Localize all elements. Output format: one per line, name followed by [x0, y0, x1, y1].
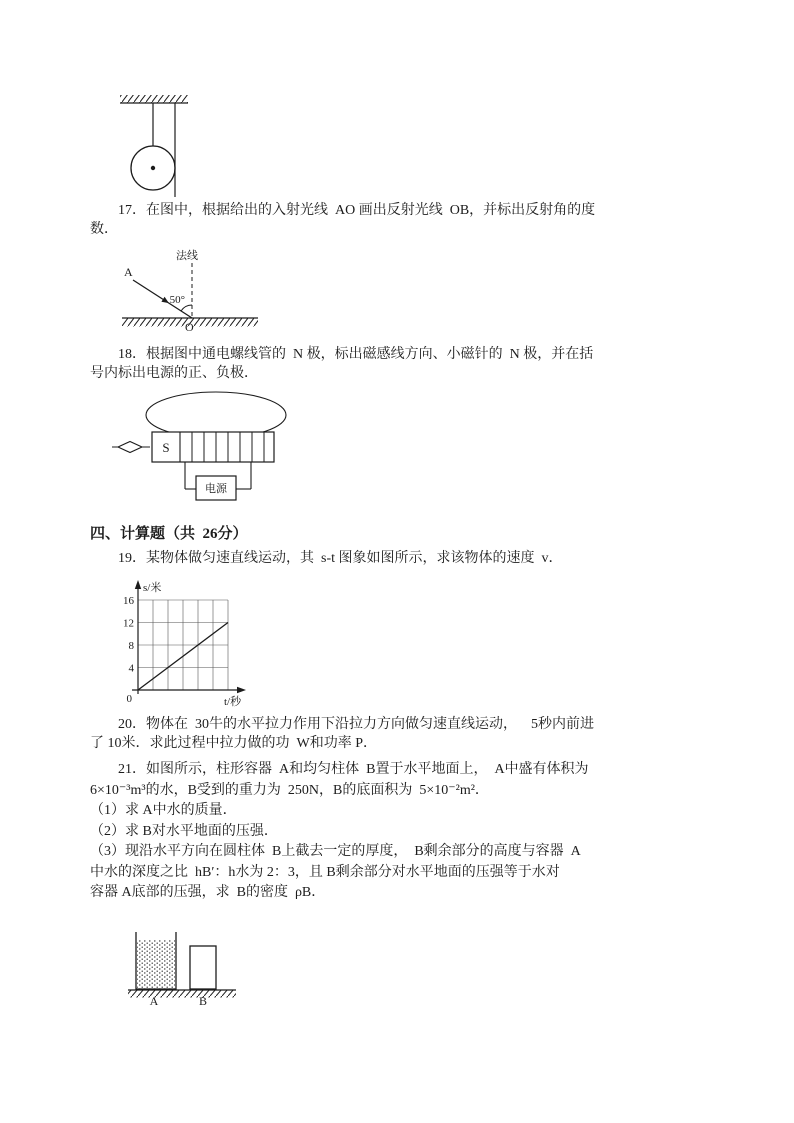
compass-needle: [118, 442, 142, 453]
question-17: [90, 202, 696, 239]
question-17-line-2: 数．: [90, 221, 118, 237]
question-20-line-1: 20．物体在 30牛的水平拉力作用下沿拉力方向做匀速直线运动， 5秒内前进: [118, 717, 594, 732]
point-o-label: O: [185, 320, 194, 334]
y-axis-label: s/米: [143, 582, 162, 594]
y-tick-8: 8: [128, 640, 134, 652]
ceiling-hatch: [120, 95, 188, 103]
containers-diagram: [126, 926, 241, 1008]
incident-ray-arrowhead: [161, 297, 169, 303]
solenoid-body: [152, 432, 274, 462]
solenoid-diagram: [110, 386, 305, 514]
question-21-line-2: 6×10⁻³m³的水，B受到的重力为 250N，B的底面积为 5×10⁻²m²．: [90, 782, 489, 798]
x-axis-label: t/秒: [224, 696, 242, 708]
question-21-line-1: 21．如图所示，柱形容器 A和均匀柱体 B置于水平地面上， A中盛有体积为: [118, 762, 589, 777]
cylinder-b-outline: [190, 946, 216, 989]
question-21: [90, 760, 710, 904]
power-source-label: 电源: [205, 483, 227, 495]
s-pole-label: S: [162, 440, 170, 455]
question-18-line-1: 18．根据图中通电螺线管的 N 极，标出磁感线方向、小磁针的 N 极，并在括: [118, 347, 594, 362]
water-fill: [137, 940, 175, 989]
question-21-sub-1: （1）求 A中水的质量．: [90, 803, 237, 818]
normal-line-label: 法线: [176, 250, 198, 262]
reflection-diagram: [116, 246, 276, 341]
section-4-title: 四、计算题（共 26分）: [90, 526, 248, 542]
pulley-diagram: [116, 94, 206, 206]
y-tick-4: 4: [128, 662, 134, 675]
y-tick-12: 12: [123, 617, 134, 630]
question-21-sub-3-line-2: 中水的深度之比 hB′：h水为 2：3，且 B剩余部分对水平地面的压强等于水对: [90, 864, 560, 880]
question-19-line-1: 19．某物体做匀速直线运动，其 s-t 图象如图所示，求该物体的速度 v．: [118, 551, 563, 566]
x-axis-arrowhead: [237, 687, 246, 693]
origin-label: 0: [126, 693, 132, 705]
cylinder-b-label: B: [198, 994, 208, 1008]
y-tick-16: 16: [123, 595, 134, 607]
question-19: [90, 550, 696, 569]
pulley-axle-dot: [151, 166, 155, 170]
question-21-sub-2: （2）求 B对水平地面的压强．: [90, 823, 278, 839]
question-18: [90, 346, 696, 383]
question-20: [90, 716, 696, 753]
question-21-sub-3-line-3: 容器 A底部的压强，求 B的密度 ρB．: [90, 885, 326, 900]
graph-grid: [138, 600, 228, 690]
question-18-line-2: 号内标出电源的正、负极．: [90, 365, 258, 381]
container-a-label: A: [149, 994, 159, 1008]
y-axis-arrowhead: [135, 580, 141, 589]
question-17-line-1: 17．在图中，根据给出的入射光线 AO 画出反射光线 OB，并标出反射角的度: [118, 203, 596, 218]
field-line-ellipse: [146, 392, 286, 438]
ground-hatch: [128, 991, 236, 998]
point-a-label: A: [124, 265, 133, 279]
angle-value-label: 50°: [169, 294, 185, 306]
question-20-line-2: 了 10米．求此过程中拉力做的功 W和功率 P．: [90, 735, 377, 751]
st-graph-figure: [116, 578, 251, 713]
question-21-sub-3-line-1: （3）现沿水平方向在圆柱体 B上截去一定的厚度， B剩余部分的高度与容器 A: [90, 844, 581, 859]
